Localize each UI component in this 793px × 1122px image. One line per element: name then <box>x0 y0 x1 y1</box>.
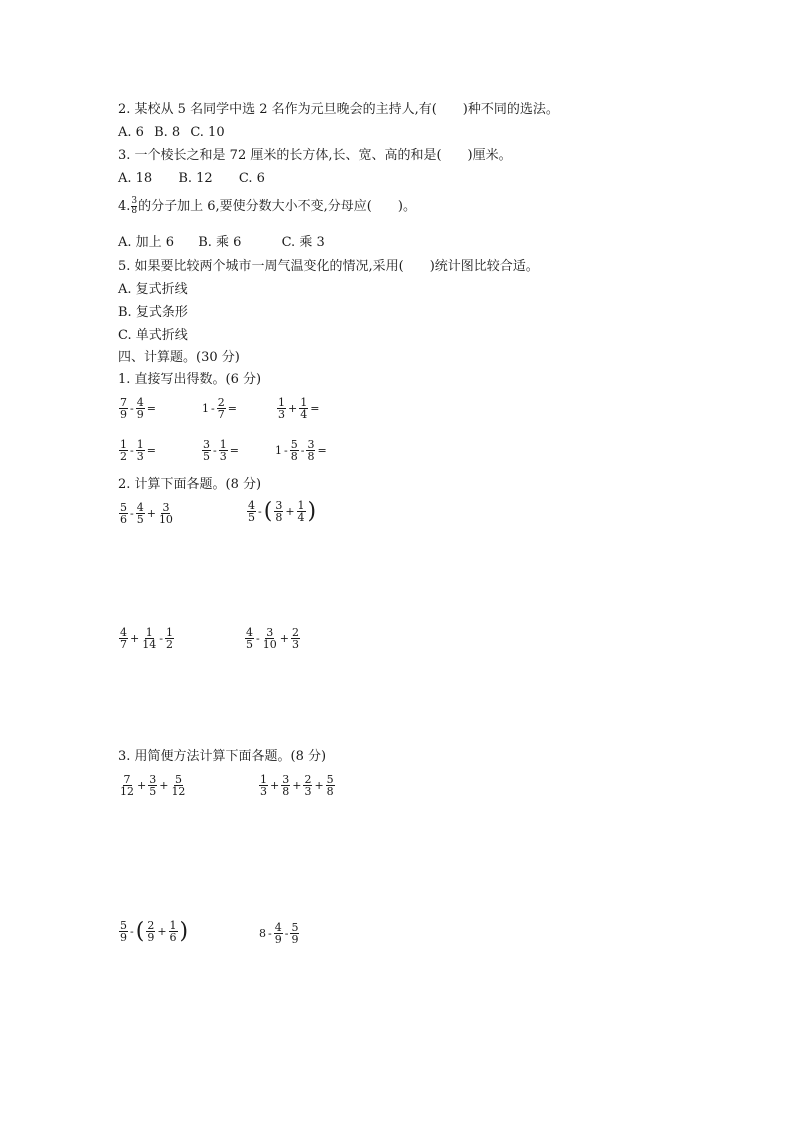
calculation-3: $\frac{4}{7}$ + $\frac{1}{14}$ - $\frac{1}{2}$ <box>120 626 173 651</box>
expression-1: $\frac{7}{9}$ - $\frac{4}{9}$ = <box>120 396 156 421</box>
fraction: 3 8 <box>131 196 138 216</box>
question-4-options <box>118 234 325 252</box>
simplify-3: $\frac{5}{9}$ - ( $\frac{2}{9}$ + $\frac{1}{6}$ ) <box>120 918 189 944</box>
calculation-2: $\frac{4}{5}$ - ( $\frac{3}{8}$ + $\frac{1}{4}$ ) <box>248 498 317 524</box>
calculation-4: $\frac{4}{5}$ - $\frac{3}{10}$ + $\frac{2}{3}$ <box>246 626 299 651</box>
section-title: 四、计算题。(30 分) <box>118 350 240 365</box>
option-a: A. 加上 6 <box>118 235 175 250</box>
simplify-4: 8 - $\frac{4}{9}$ - $\frac{5}{9}$ <box>259 921 299 946</box>
expression-4: $\frac{1}{2}$ - $\frac{1}{3}$ = <box>120 438 156 463</box>
option-b: B. 8 <box>154 125 181 140</box>
option-c: C. 6 <box>238 171 265 186</box>
expression-2: 1 - $\frac{2}{7}$ = <box>202 396 237 421</box>
question-5: 5. 如果要比较两个城市一周气温变化的情况,采用( )统计图比较合适。 <box>118 259 539 274</box>
expression-5: $\frac{3}{5}$ - $\frac{1}{3}$ = <box>203 438 239 463</box>
option-a: A. 6 <box>118 125 144 140</box>
option-b: B. 乘 6 <box>198 235 242 250</box>
part-3-title: 3. 用简便方法计算下面各题。(8 分) <box>118 749 327 764</box>
question-2-options <box>118 124 225 142</box>
expression-6: 1 - $\frac{5}{8}$ - $\frac{3}{8}$ = <box>275 438 327 463</box>
option-c: C. 乘 3 <box>281 235 325 250</box>
calculation-1: $\frac{5}{6}$ - $\frac{4}{5}$ + $\frac{3}{10}$ <box>120 501 173 526</box>
question-3-options <box>118 170 265 188</box>
option-a: A. 18 <box>118 171 153 186</box>
option-b: B. 12 <box>178 171 213 186</box>
option-c: C. 10 <box>190 125 225 140</box>
option-a: A. 复式折线 <box>118 282 188 297</box>
simplify-1: $\frac{7}{12}$ + $\frac{3}{5}$ + $\frac{5}{12}$ <box>120 773 186 798</box>
simplify-2: $\frac{1}{3}$ + $\frac{3}{8}$ + $\frac{2}{3}$ + $\frac{5}{8}$ <box>260 773 334 798</box>
question-2: 2. 某校从 5 名同学中选 2 名作为元旦晚会的主持人,有( )种不同的选法。 <box>118 102 559 117</box>
part-2-title: 2. 计算下面各题。(8 分) <box>118 477 262 492</box>
question-3: 3. 一个棱长之和是 72 厘米的长方体,长、宽、高的和是( )厘米。 <box>118 148 512 163</box>
option-c: C. 单式折线 <box>118 328 188 343</box>
option-b: B. 复式条形 <box>118 305 188 320</box>
expression-3: $\frac{1}{3}$ + $\frac{1}{4}$ = <box>278 396 320 421</box>
part-1-title: 1. 直接写出得数。(6 分) <box>118 372 262 387</box>
question-4: 4. 3 8 的分子加上 6,要使分数大小不变,分母应( )。 <box>118 196 416 216</box>
